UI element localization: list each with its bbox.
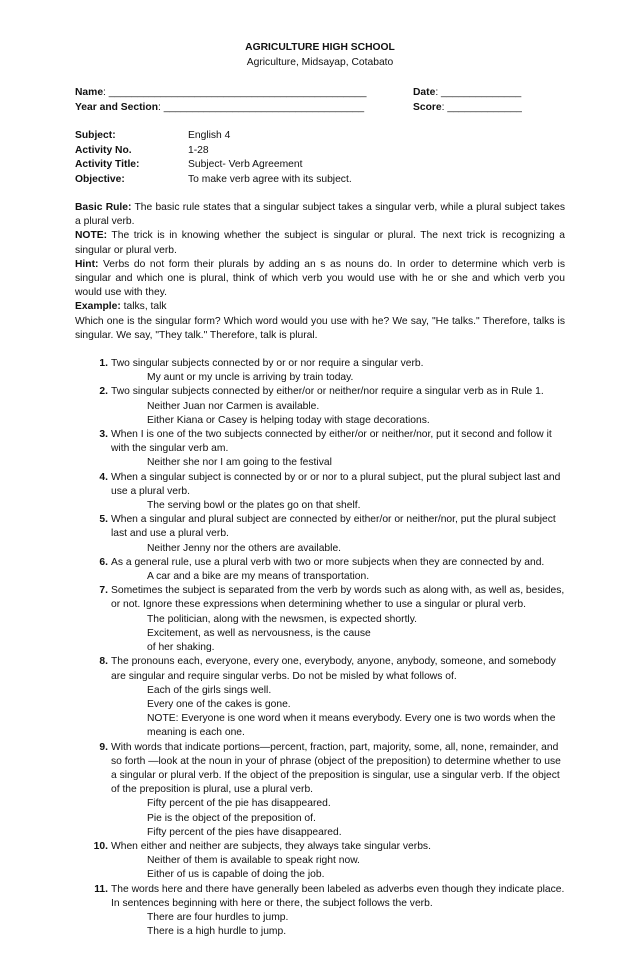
rule-number: 2.: [99, 386, 108, 398]
rule-example: Neither of them is available to speak right now.: [147, 855, 360, 867]
rule-text: As a general rule, use a plural verb with two or more subjects when they are connected by and.: [111, 556, 545, 568]
info-row: [75, 158, 565, 173]
rule-item: [75, 655, 565, 740]
rule-number: 11.: [94, 883, 108, 895]
rule-example: Every one of the cakes is gone.: [147, 698, 291, 710]
worksheet-page: [75, 40, 565, 939]
rule-number: 7.: [99, 585, 108, 597]
rule-text: The words here and there have generally been labeled as adverbs even though they indicate place. In sentences beginning with here or there, the subject follows the verb.: [111, 883, 565, 909]
rule-example: Fifty percent of the pie has disappeared.: [147, 798, 331, 810]
rule-text: When a singular and plural subject are connected by either/or or neither/nor, put the plural subject last and use a plural verb.: [111, 514, 556, 540]
rule-item: [75, 840, 565, 883]
basic-rule: [75, 201, 565, 229]
example-text: talks, talk: [120, 301, 167, 313]
rule-example: Neither she nor I am going to the festival: [147, 457, 332, 469]
rule-number: 9.: [99, 741, 108, 753]
rule-text: The pronouns each, everyone, every one, everybody, anyone, anybody, someone, and somebody are singular and require singular verbs. Do not be misled by what follows of.: [111, 656, 556, 682]
rule-text: With words that indicate portions—percent, fraction, part, majority, some, all, none, remainder, and so forth —look at the noun in your of phrase (object of the preposition) to determine whether to use a singular or plural verb. If the object of the preposition is singular, use a singular verb. If the object of the preposition is plural, use a plural verb.: [111, 741, 561, 796]
rules-list: [75, 357, 565, 939]
rule-item: [75, 513, 565, 556]
date-label: Date: [413, 87, 436, 98]
info-row: [75, 129, 565, 144]
info-value: English 4: [188, 130, 231, 141]
year-score-row: [75, 101, 565, 116]
rule-item: [75, 471, 565, 514]
score-label: Score: [413, 101, 442, 113]
name-label: Name: [75, 87, 104, 98]
rule-item: [75, 385, 565, 428]
rule-example: Either of us is capable of doing the job.: [147, 869, 325, 881]
activity-info: [75, 129, 565, 187]
rule-text: Sometimes the subject is separated from the verb by words such as along with, as well as, besides, or not. Ignore these expressions when determining whether to use a singular or plural verb.: [111, 585, 565, 611]
info-label: Activity No.: [75, 144, 132, 156]
note-text: The trick is in knowing whether the subject is singular or plural. The next trick is recognizing a singular or plural verb.: [75, 230, 565, 256]
rule-item: [75, 883, 565, 940]
rule-number: 10.: [93, 840, 108, 852]
rule-number: 5.: [99, 514, 108, 526]
rule-number: 3.: [99, 429, 108, 441]
score-field[interactable]: : _____________: [441, 101, 522, 113]
rule-text: When a singular subject is connected by or or nor to a plural subject, put the plural subject last and use a plural verb.: [111, 471, 561, 497]
year-section-label: Year and Section: [75, 101, 158, 113]
rule-example: There are four hurdles to jump.: [147, 911, 289, 923]
info-row: [75, 173, 565, 188]
rule-item: [75, 556, 565, 584]
rule-example: NOTE: Everyone is one word when it means everybody. Every one is two words when the meaning is each one.: [147, 713, 556, 739]
name-date-row: [75, 86, 565, 101]
info-value: 1-28: [188, 144, 209, 156]
example-explanation: Which one is the singular form? Which word would you use with he? We say, "He talks." Therefore, talks is singular. We say, "They talk." Therefore, talk is plural.: [75, 315, 565, 341]
year-section-field[interactable]: : ___________________________________: [157, 101, 365, 113]
intro-text: [75, 201, 565, 343]
rule-item: [75, 428, 565, 471]
rule-example: of her shaking.: [147, 642, 215, 654]
basic-rule-text: The basic rule states that a singular subject takes a singular verb, while a plural subject takes a plural verb.: [75, 202, 565, 228]
rule-example: Fifty percent of the pies have disappeared.: [147, 826, 342, 838]
rule-number: 8.: [99, 656, 108, 668]
rule-example: Pie is the object of the preposition of.: [147, 812, 316, 824]
example: [75, 300, 565, 314]
rule-number: 6.: [99, 556, 108, 568]
rule-text: Two singular subjects connected by or or nor require a singular verb.: [111, 358, 424, 370]
name-field[interactable]: : _____________________________________________: [103, 87, 367, 98]
rule-example: Each of the girls sings well.: [147, 684, 272, 696]
rule-example: The politician, along with the newsmen, is expected shortly.: [147, 613, 417, 625]
rule-text: When I is one of the two subjects connected by either/or or neither/nor, put it second and follow it with the singular verb am.: [111, 429, 552, 455]
example-label: Example:: [75, 301, 121, 313]
rule-example: Neither Jenny nor the others are available.: [147, 542, 342, 554]
info-label: Subject:: [75, 130, 116, 141]
info-value: Subject- Verb Agreement: [188, 159, 303, 170]
info-label: Activity Title:: [75, 159, 140, 170]
rule-text: When either and neither are subjects, they always take singular verbs.: [111, 840, 431, 852]
school-name: AGRICULTURE HIGH SCHOOL: [245, 42, 395, 53]
hint-text: Verbs do not form their plurals by adding an s as nouns do. In order to determine which verb is singular and which one is plural, think of which verb you would use with he or she and which verb you would use with they.: [75, 258, 565, 299]
rule-example: Excitement, as well as nervousness, is the cause: [147, 627, 371, 639]
hint-label: Hint:: [75, 258, 99, 270]
rule-example: The serving bowl or the plates go on that shelf.: [147, 500, 361, 512]
rule-number: 4.: [99, 471, 108, 483]
rule-item: [75, 357, 565, 385]
rule-example: My aunt or my uncle is arriving by train today.: [147, 372, 354, 384]
rule-number: 1.: [99, 358, 108, 370]
rule-text: Two singular subjects connected by either/or or neither/nor require a singular verb as in Rule 1.: [111, 386, 544, 398]
info-row: [75, 144, 565, 159]
school-address: Agriculture, Midsayap, Cotabato: [246, 57, 394, 68]
rule-example: There is a high hurdle to jump.: [147, 926, 287, 938]
rule-item: [75, 584, 565, 655]
info-value: To make verb agree with its subject.: [188, 173, 352, 185]
basic-rule-label: Basic Rule:: [75, 202, 132, 213]
info-label: Objective:: [75, 173, 125, 185]
rule-example: Neither Juan nor Carmen is available.: [147, 400, 320, 412]
note: [75, 229, 565, 257]
rule-example: A car and a bike are my means of transportation.: [147, 571, 370, 583]
hint: [75, 258, 565, 301]
rule-item: [75, 741, 565, 840]
rule-example: Either Kiana or Casey is helping today with stage decorations.: [147, 414, 430, 426]
date-field[interactable]: : ______________: [435, 87, 522, 98]
note-label: NOTE:: [75, 230, 108, 242]
